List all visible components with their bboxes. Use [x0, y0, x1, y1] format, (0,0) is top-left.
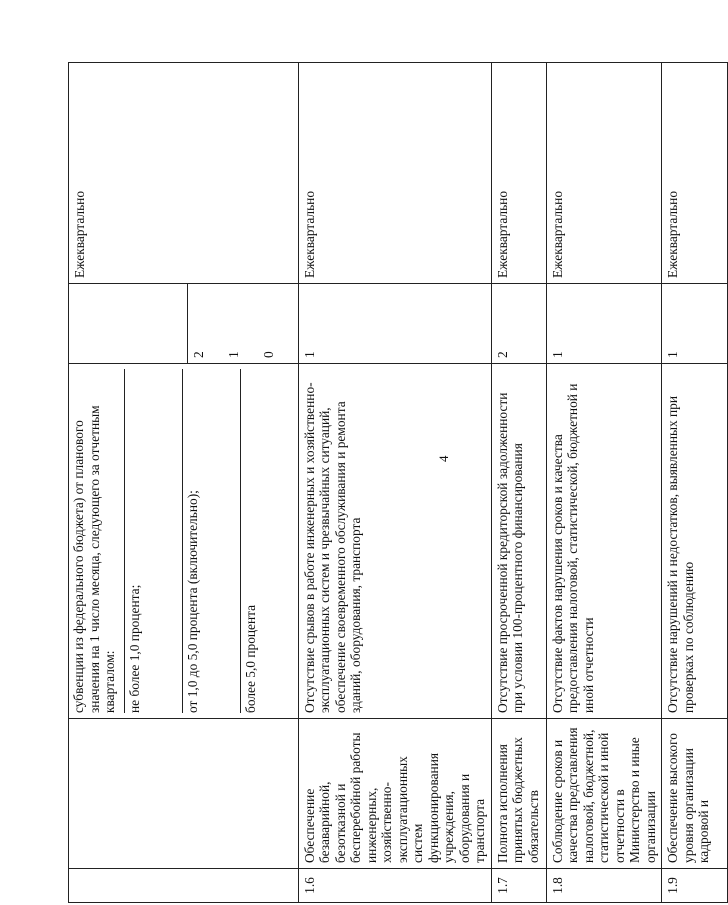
row-number: 1.7 — [491, 869, 546, 903]
indicator-name: Обеспечение высокого уровня организации кадровой и — [662, 719, 728, 869]
table-row — [69, 63, 299, 903]
criteria-intro: субвенции из федерального бюджета) от планового значения на 1 число месяца, следующего за отчетным кварталом: — [71, 405, 117, 713]
criteria-option: не более 1,0 процента; — [124, 369, 182, 713]
period-cell: Ежеквартально — [69, 63, 299, 284]
row-number: 1.8 — [546, 869, 662, 903]
row-number: 1.6 — [298, 869, 491, 903]
criteria-cell: Отсутствие фактов нарушения сроков и качества предоставления налоговой, статистической, бюджетной и иной отчетности — [546, 364, 662, 719]
period-cell: Ежеквартально — [491, 63, 546, 284]
indicator-name — [69, 719, 299, 869]
score-cell: 1 — [298, 284, 491, 364]
indicator-name: Соблюдение сроков и качества представления налоговой, бюджетной, статистической и иной отчетности в Министерство и иные организации — [546, 719, 662, 869]
criteria-options — [69, 369, 298, 713]
indicator-name: Обеспечение безаварийной, безотказной и бесперебойной работы инженерных, хозяйственно-эксплуатационных систем функционирования учреждения, оборудования и транспорта — [298, 719, 491, 869]
table-row — [546, 63, 662, 903]
score-value: 0 — [260, 351, 276, 358]
score-cell: 2 — [491, 284, 546, 364]
criteria-option: более 5,0 процента — [240, 369, 298, 713]
score-cell: 1 — [546, 284, 662, 364]
score-cell — [69, 284, 299, 364]
period-cell: Ежеквартально — [662, 63, 728, 284]
criteria-cell: Отсутствие просроченной кредиторской задолженности при условии 100-процентного финансирования — [491, 364, 546, 719]
score-value: 2 — [190, 351, 206, 358]
table-row — [298, 63, 491, 903]
criteria-cell: Отсутствие срывов в работе инженерных и хозяйственно-эксплуатационных систем и чрезвычайных ситуаций, обеспечение своевременного обслуживания и ремонта зданий, оборудования, транспорта — [298, 364, 491, 719]
score-value: 1 — [225, 351, 241, 358]
criteria-table — [68, 62, 728, 903]
table-row — [491, 63, 546, 903]
period-cell: Ежеквартально — [298, 63, 491, 284]
row-number — [69, 869, 299, 903]
indicator-name: Полнота исполнения принятых бюджетных обязательств — [491, 719, 546, 869]
criteria-option: от 1,0 до 5,0 процента (включительно); — [182, 369, 240, 713]
row-number: 1.9 — [662, 869, 728, 903]
score-cell: 1 — [662, 284, 728, 364]
page-number: 4 — [436, 455, 451, 462]
rotated-page — [68, 63, 711, 903]
criteria-cell — [69, 364, 299, 719]
table-row — [662, 63, 728, 903]
period-cell: Ежеквартально — [546, 63, 662, 284]
criteria-cell: Отсутствие нарушений и недостатков, выявленных при проверках по соблюдению — [662, 364, 728, 719]
